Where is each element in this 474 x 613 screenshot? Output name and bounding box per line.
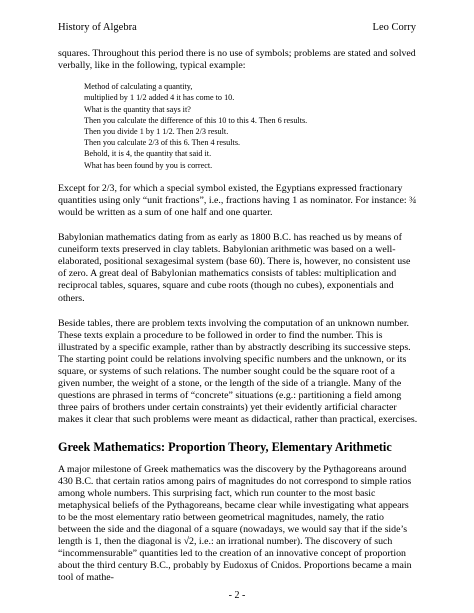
quote-line: What has been found by you is correct. bbox=[84, 160, 213, 170]
body-text bbox=[58, 48, 418, 597]
running-header bbox=[58, 22, 416, 33]
page-number: - 2 - bbox=[228, 590, 246, 601]
quote-line: Behold, it is 4, the quantity that said it. bbox=[84, 149, 212, 159]
quote-line: Then you calculate the difference of this 10 to this 4. Then 6 results. bbox=[84, 115, 308, 125]
paragraph: A major milestone of Greek mathematics was the discovery by the Pythagoreans around 430 B.C. that certain ratios among pairs of magnitudes do not correspond to simple ratios among whole numbers. This surprising fact, which run counter to the most basic metaphysical beliefs of the Pythagoreans, became clear while investigating what appears to be the most elementary ratio between geometrical magnitudes, namely, the ratio between the side and the diagonal of a square (nowadays, we would say that if the side’s length is 1, then the diagonal is √2, i.e.: an irrational number). The discovery of such “incommensurable” quantities led to the creation of an innovative concept of proportion about the third century B.C., probably by Eudoxus of Cnidos. Proportions became a main tool of mathe- bbox=[58, 463, 412, 584]
paragraph: Beside tables, there are problem texts involving the computation of an unknown number. These texts explain a procedure to be followed in order to find the number. This is illustrated by a specific example, rather than by abstractly describing its successive steps. The starting point could be relations involving specific numbers and the unknown, or its square, or systems of such relations. The number sought could be the square root of a given number, the weight of a stone, or the length of the side of a triangle. Many of the questions are phrased in terms of “concrete” situations (e.g.: partitioning a field among three pairs of brothers under certain constraints) yet their evidently artificial character makes it clear that such problems were meant as didactical, rather than practical, exercises. bbox=[58, 317, 418, 426]
quote-line: What is the quantity that says it? bbox=[84, 104, 191, 114]
paragraph: Except for 2/3, for which a special symbol existed, the Egyptians expressed fractionary quantities using only “unit fractions”, i.e., fractions having 1 as nominator. For instance: ¾ would be written as a sum of one half and one quarter. bbox=[58, 182, 417, 218]
paragraph: Babylonian mathematics dating from as early as 1800 B.C. has reached us by means of cuneiform texts preserved in clay tablets. Babylonian arithmetic was based on a well-elaborated, positional sexagesimal system (base 60). There is, however, no consistent use of zero. A great deal of Babylonian mathematics consists of tables: multiplication and reciprocal tables, squares, square and cube roots (though no cubes), exponentials and others. bbox=[58, 232, 411, 304]
quoted-example bbox=[84, 81, 418, 171]
header-author: Leo Corry bbox=[372, 22, 416, 33]
quote-line: multiplied by 1 1/2 added 4 it has come to 10. bbox=[84, 93, 235, 103]
paragraph: squares. Throughout this period there is no use of symbols; problems are stated and solved verbally, like in the following, typical example: bbox=[58, 48, 416, 72]
quote-line: Method of calculating a quantity, bbox=[84, 82, 193, 92]
quote-line: Then you divide 1 by 1 1/2. Then 2/3 result. bbox=[84, 127, 229, 136]
quote-line: Then you calculate 2/3 of this 6. Then 4 results. bbox=[84, 138, 241, 148]
header-title: History of Algebra bbox=[58, 22, 137, 33]
section-heading: Greek Mathematics: Proportion Theory, Elementary Arithmetic bbox=[58, 439, 392, 454]
